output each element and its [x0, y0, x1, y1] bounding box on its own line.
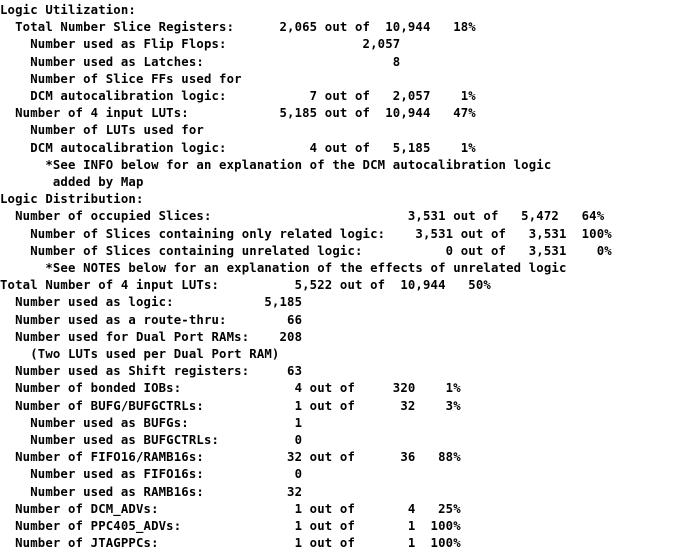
- report-note-info: *See INFO below for an explanation of the DCM autocalibration logic: [0, 157, 552, 172]
- report-line-bufg-bufgctrls: Number of BUFG/BUFGCTRLs: 1 out of 32 3%: [0, 398, 461, 413]
- report-line-occupied-slices: Number of occupied Slices: 3,531 out of 5,472 64%: [0, 209, 605, 224]
- report-line-slice-ffs-for: Number of Slice FFs used for: [0, 71, 242, 86]
- section-heading-logic-utilization: Logic Utilization:: [0, 3, 136, 17]
- report-line-route-thru: Number used as a route-thru: 66: [0, 312, 303, 327]
- report-line-unrelated-slices: Number of Slices containing unrelated logic: 0 out of 3,531 0%: [0, 243, 612, 258]
- report-line-related-slices: Number of Slices containing only related logic: 3,531 out of 3,531 100%: [0, 226, 612, 241]
- report-note-dual-port: (Two LUTs used per Dual Port RAM): [0, 347, 280, 361]
- report-note-unrelated: *See NOTES below for an explanation of the effects of unrelated logic: [0, 261, 567, 275]
- report-line-bonded-iobs: Number of bonded IOBs: 4 out of 320 1%: [0, 381, 461, 396]
- report-line-slice-registers: Total Number Slice Registers: 2,065 out of 10,944 18%: [0, 20, 476, 35]
- report-line-fifo16s: Number used as FIFO16s: 0: [0, 467, 303, 482]
- report-line-dcm-advs: Number of DCM_ADVs: 1 out of 4 25%: [0, 501, 461, 516]
- report-line-dcm-autocal-luts: DCM autocalibration logic: 4 out of 5,185 1%: [0, 140, 476, 155]
- report-line-bufgctrls: Number used as BUFGCTRLs: 0: [0, 433, 303, 447]
- report-line-ramb16s: Number used as RAMB16s: 32: [0, 484, 303, 499]
- report-line-fifo16-ramb16s: Number of FIFO16/RAMB16s: 32 out of 36 88%: [0, 450, 461, 465]
- report-line-luts-used-for: Number of LUTs used for: [0, 123, 204, 138]
- report-line-bufgs: Number used as BUFGs: 1: [0, 415, 303, 430]
- report-note-info-cont: added by Map: [0, 175, 144, 189]
- report-line-latches: Number used as Latches: 8: [0, 54, 401, 69]
- report-line-dcm-autocal-ffs: DCM autocalibration logic: 7 out of 2,057 1%: [0, 89, 476, 103]
- report-line-flip-flops: Number used as Flip Flops: 2,057: [0, 37, 401, 52]
- report-line-shift-registers: Number used as Shift registers: 63: [0, 364, 303, 379]
- report-line-dual-port-rams: Number used for Dual Port RAMs: 208: [0, 329, 303, 344]
- report-line-jtagppcs: Number of JTAGPPCs: 1 out of 1 100%: [0, 536, 461, 551]
- section-heading-logic-distribution: Logic Distribution:: [0, 192, 144, 207]
- report-line-used-as-logic: Number used as logic: 5,185: [0, 295, 303, 310]
- report-line-ppc405-advs: Number of PPC405_ADVs: 1 out of 1 100%: [0, 519, 461, 533]
- report-line-total-luts: Total Number of 4 input LUTs: 5,522 out of 10,944 50%: [0, 278, 491, 293]
- report-line-4-input-luts: Number of 4 input LUTs: 5,185 out of 10,944 47%: [0, 106, 476, 121]
